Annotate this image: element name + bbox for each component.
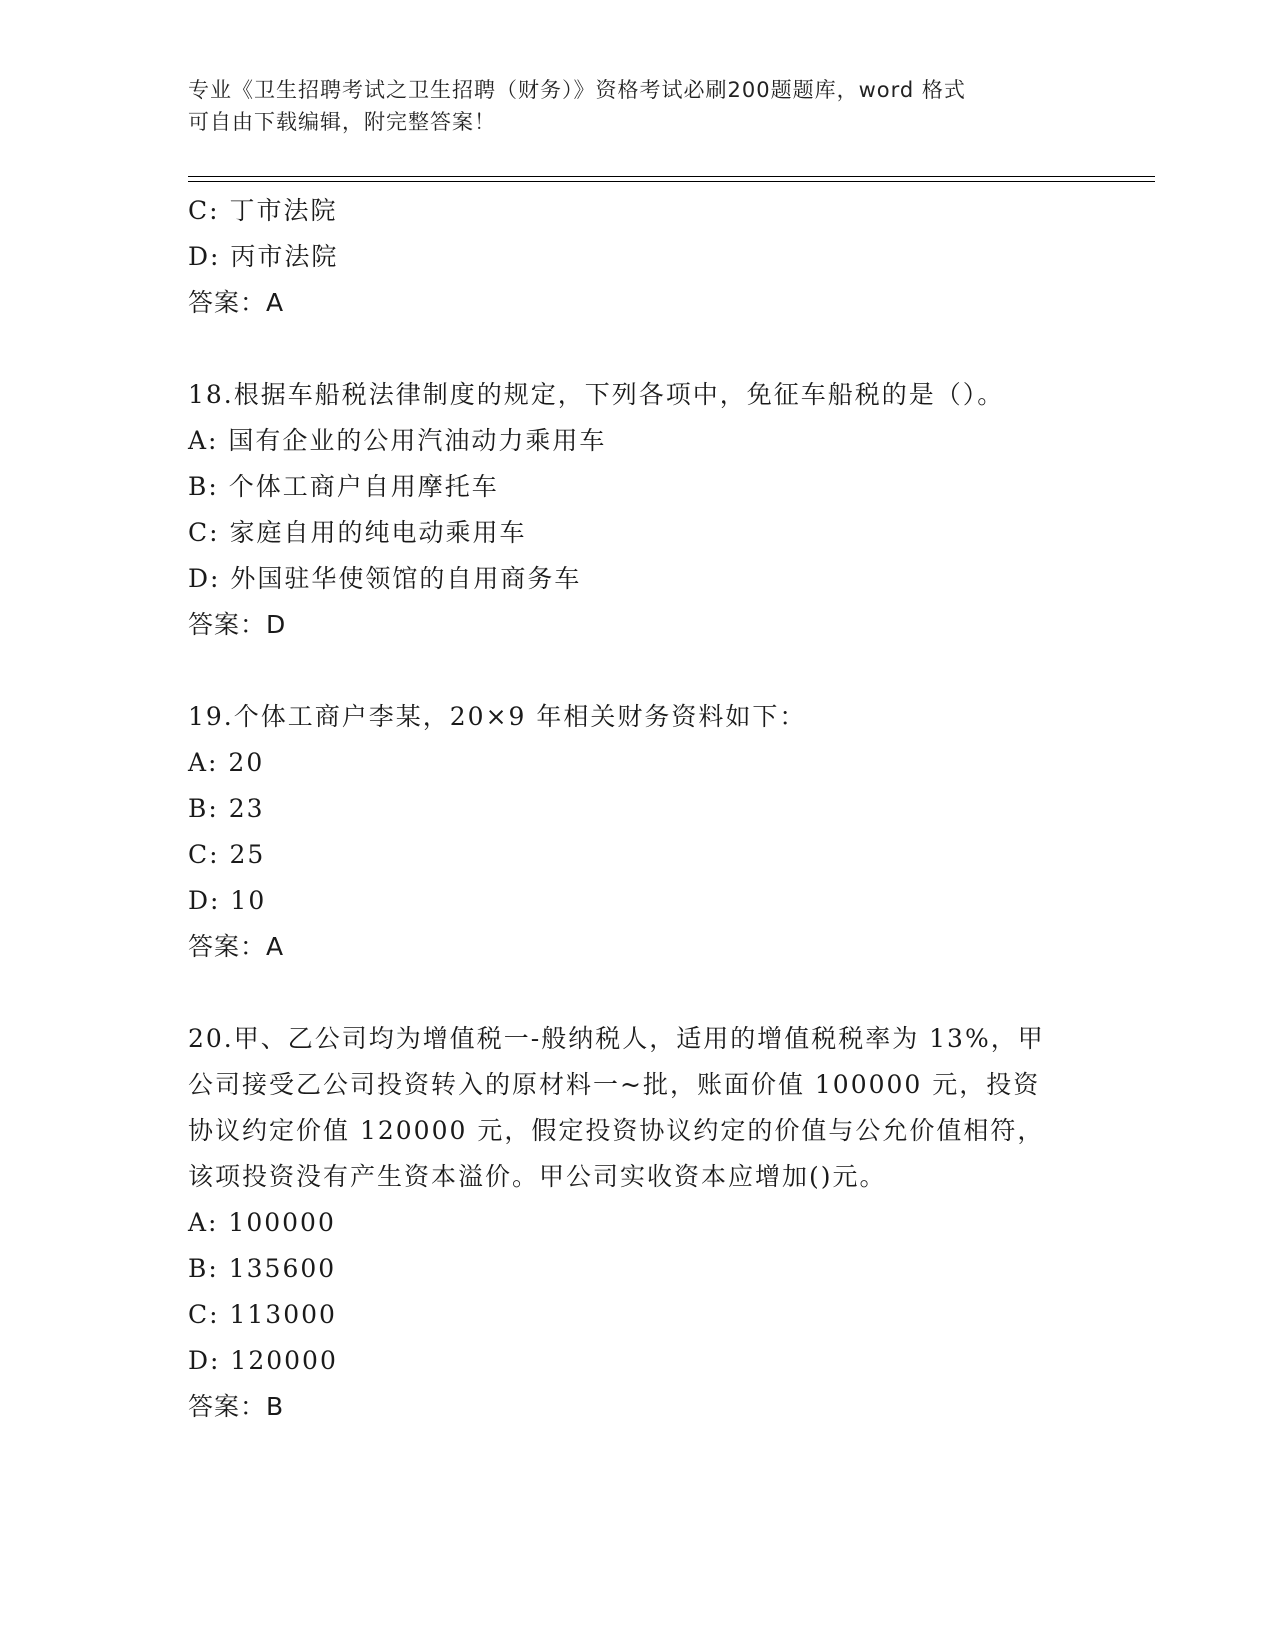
question-stem-line-2: 公司接受乙公司投资转入的原材料一~批，账面价值 100000 元，投资 [188,1070,1041,1099]
question-18 [188,372,1088,648]
option-d: D: 外国驻华使领馆的自用商务车 [188,564,582,593]
spacer [188,326,1088,372]
question-20 [188,1016,1088,1430]
question-19 [188,694,1088,970]
header-line-2: 可自由下载编辑，附完整答案！ [188,110,496,134]
question-stem: 19.个体工商户李某，20×9 年相关财务资料如下： [188,702,807,731]
option-b: B: 135600 [188,1254,337,1283]
question-list [188,188,1088,1430]
answer-line: 答案：B [188,1392,285,1421]
option-c: C: 113000 [188,1300,337,1329]
answer-line: 答案：A [188,288,285,317]
option-d: D: 120000 [188,1346,338,1375]
option-a: A: 20 [188,748,265,777]
question-17-remainder [188,188,1088,326]
question-stem-line-1: 20.甲、乙公司均为增值税一-般纳税人，适用的增值税税率为 13%，甲 [188,1024,1045,1053]
question-stem-line-3: 协议约定价值 120000 元，假定投资协议约定的价值与公允价值相符， [188,1116,1045,1145]
question-stem: 18.根据车船税法律制度的规定，下列各项中，免征车船税的是（）。 [188,380,1005,409]
option-a: A: 100000 [188,1208,336,1237]
option-b: B: 23 [188,794,265,823]
option-c: C: 25 [188,840,266,869]
option-d: D: 丙市法院 [188,242,339,271]
option-d: D: 10 [188,886,267,915]
answer-line: 答案：A [188,932,285,961]
option-c: C: 家庭自用的纯电动乘用车 [188,518,527,547]
spacer [188,648,1088,694]
option-c: C: 丁市法院 [188,196,338,225]
spacer [188,970,1088,1016]
answer-line: 答案：D [188,610,287,639]
document-header [188,74,1088,138]
question-stem-line-4: 该项投资没有产生资本溢价。甲公司实收资本应增加()元。 [188,1162,887,1191]
option-b: B: 个体工商户自用摩托车 [188,472,499,501]
header-line-1: 专业《卫生招聘考试之卫生招聘（财务）》资格考试必刷200题题库，word 格式 [188,78,966,102]
option-a: A: 国有企业的公用汽油动力乘用车 [188,426,607,455]
header-divider [188,176,1155,182]
